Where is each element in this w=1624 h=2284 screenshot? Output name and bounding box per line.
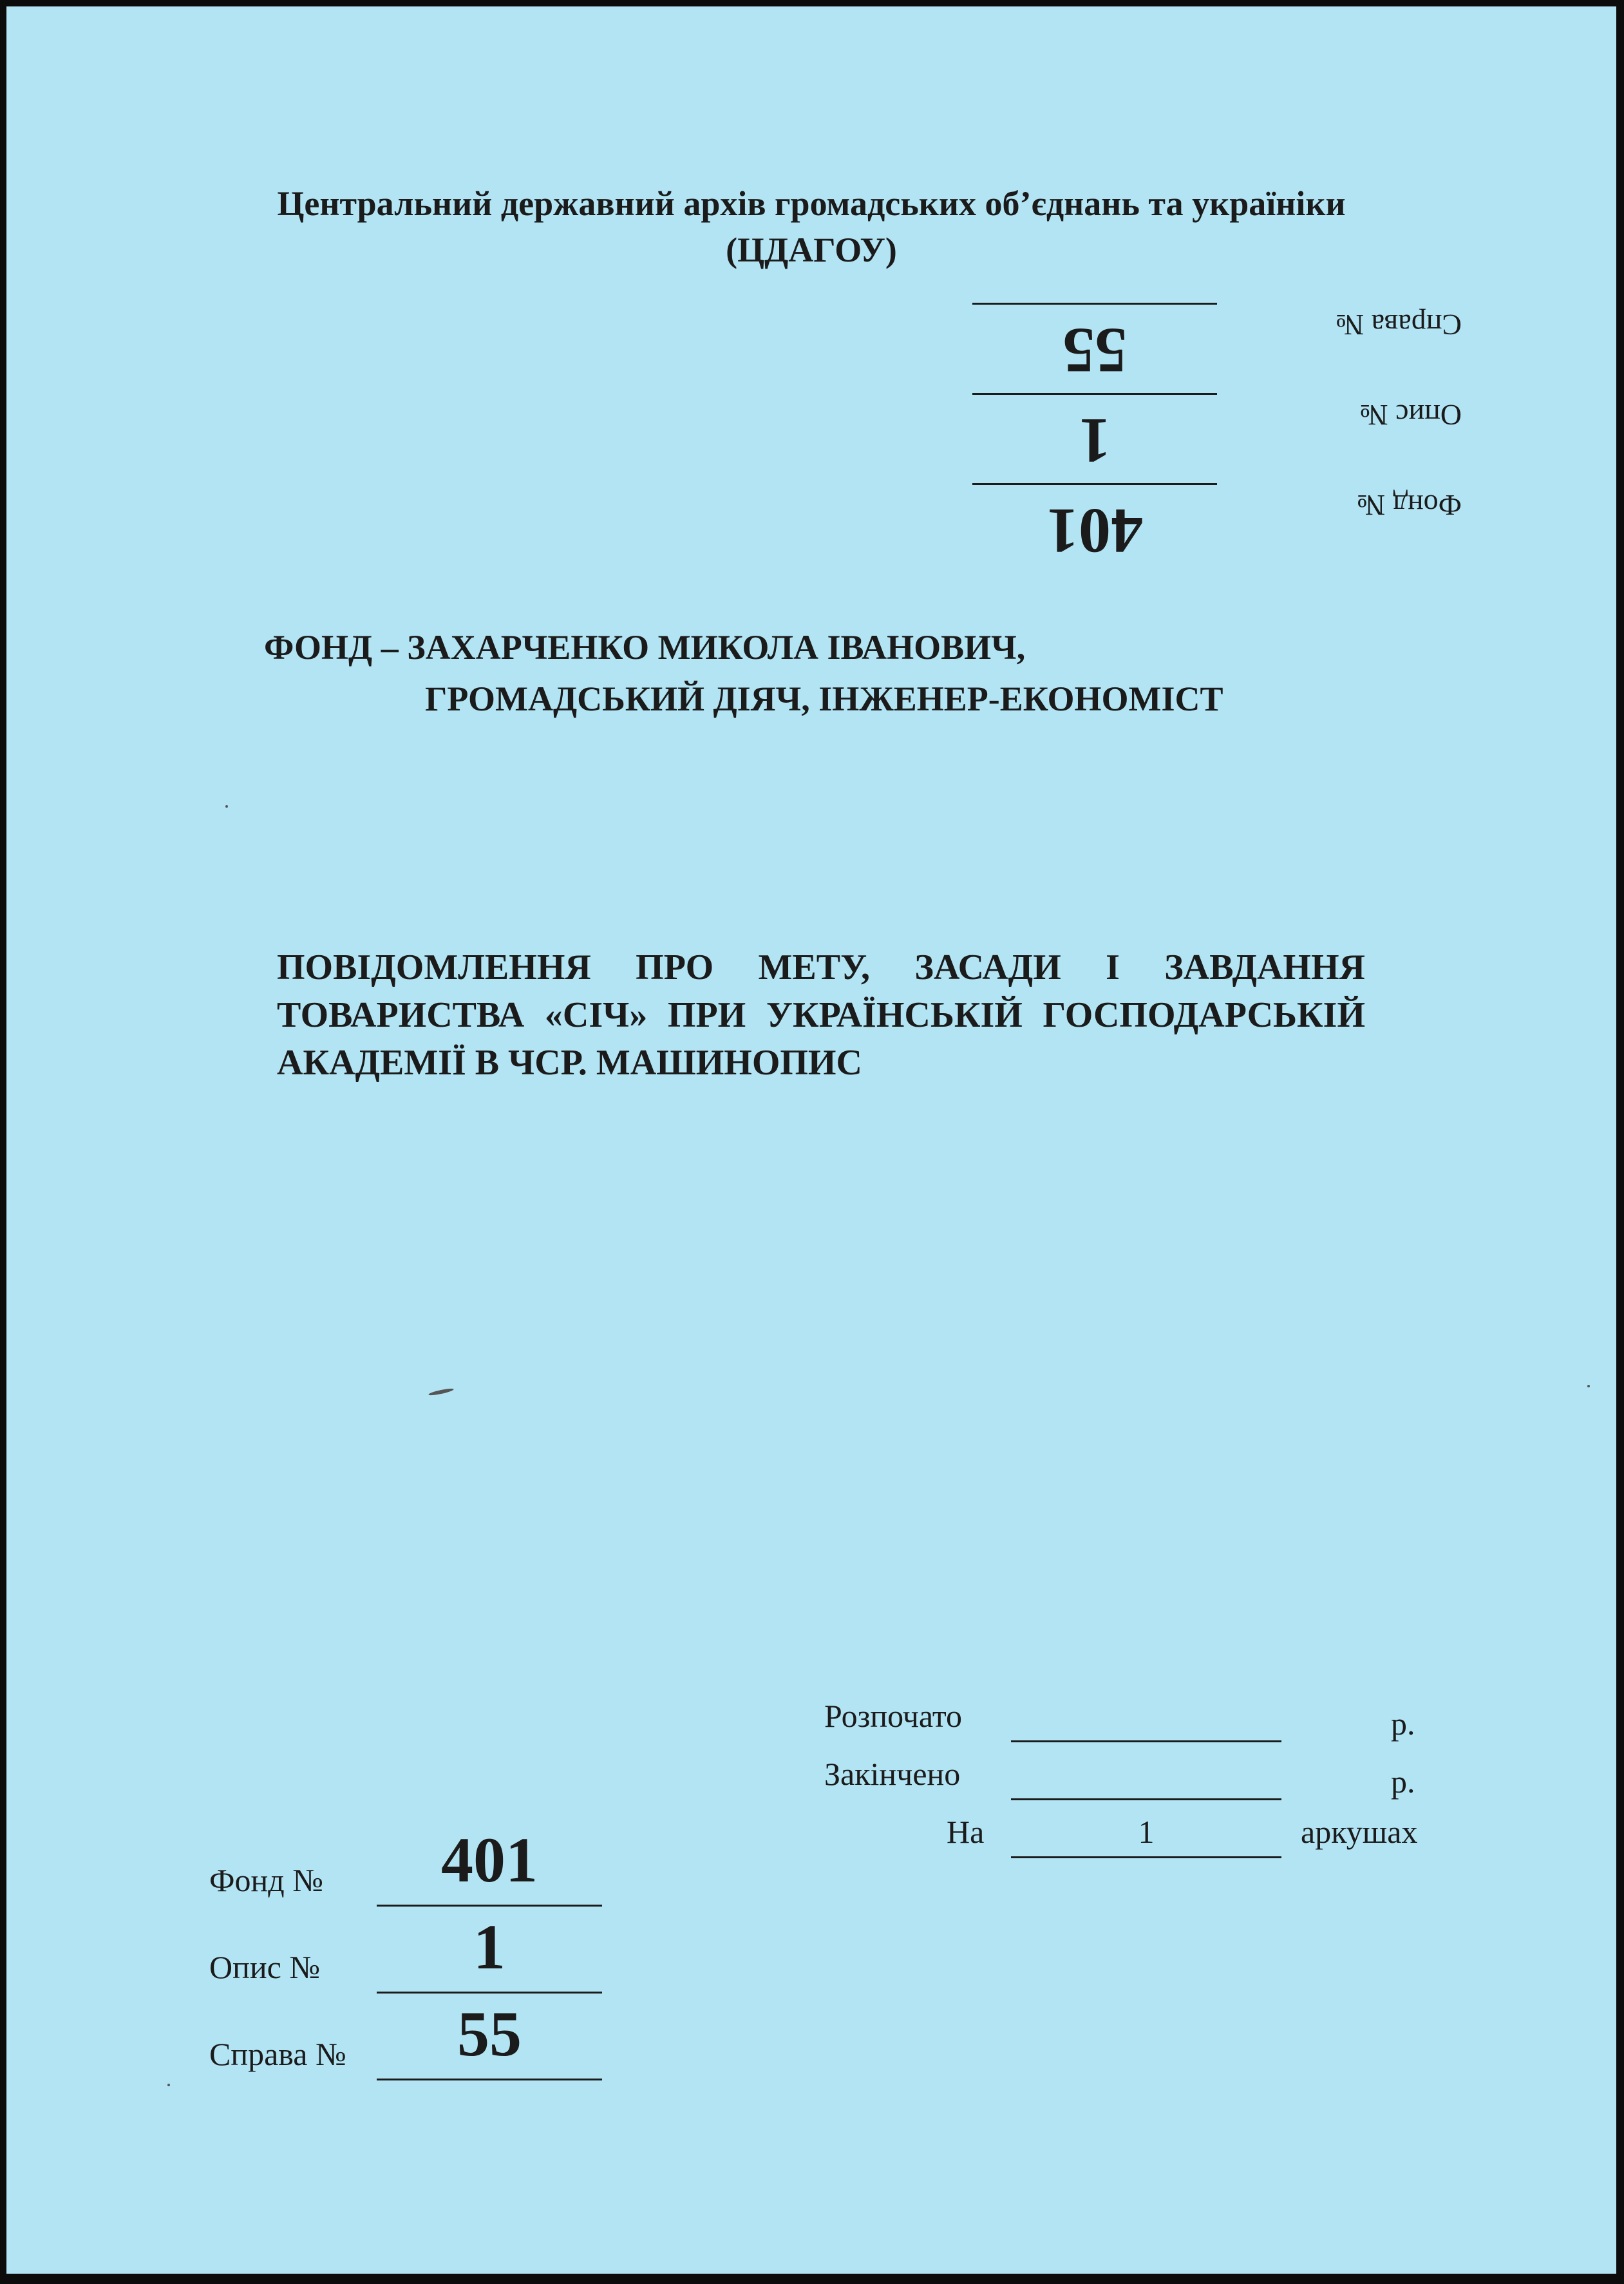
bottom-sprava-value: 55 bbox=[457, 1998, 522, 2070]
bottom-sprava-label: Справа № bbox=[209, 2036, 346, 2072]
fond-title-line1: ФОНД – ЗАХАРЧЕНКО МИКОЛА ІВАНОВИЧ, bbox=[264, 628, 1026, 667]
ended-row bbox=[824, 1755, 1468, 1807]
ended-suffix: р. bbox=[1391, 1764, 1415, 1800]
bottom-opys-label: Опис № bbox=[209, 1949, 321, 1985]
bottom-fond-label: Фонд № bbox=[209, 1862, 323, 1898]
bottom-opys-line bbox=[377, 1992, 602, 1994]
file-cover bbox=[6, 6, 1616, 2274]
paper-speck bbox=[428, 1387, 454, 1396]
sheets-count: 1 bbox=[1138, 1814, 1155, 1850]
ended-line bbox=[1011, 1798, 1281, 1800]
inverted-sprava-value: 55 bbox=[1062, 315, 1127, 386]
bottom-fond-row bbox=[209, 1823, 609, 1907]
file-description: ПОВІДОМЛЕННЯ ПРО МЕТУ, ЗАСАДИ І ЗАВДАННЯ ТОВАРИСТВА «СІЧ» ПРИ УКРАЇНСЬКІЙ ГОСПОДАРСЬКІЙ АКАДЕМІЇ В ЧСР. МАШИНОПИС bbox=[277, 947, 1365, 1083]
inverted-sprava-line bbox=[972, 303, 1217, 305]
sheets-suffix: аркушах bbox=[1301, 1814, 1418, 1850]
ended-label: Закінчено bbox=[824, 1756, 961, 1792]
inverted-fond-line bbox=[972, 483, 1217, 485]
fond-title-line2: ГРОМАДСЬКИЙ ДІЯЧ, ІНЖЕНЕР-ЕКОНОМІСТ bbox=[425, 680, 1223, 718]
inverted-opys-line bbox=[972, 393, 1217, 395]
inverted-opys-label: Опис № bbox=[1359, 399, 1462, 432]
sheets-row bbox=[824, 1813, 1468, 1865]
bottom-opys-value: 1 bbox=[473, 1911, 505, 1983]
started-label: Розпочато bbox=[824, 1698, 963, 1734]
started-suffix: р. bbox=[1391, 1706, 1415, 1742]
inverted-fond-label: Фонд № bbox=[1357, 489, 1462, 522]
inverted-stamp bbox=[972, 296, 1462, 567]
started-row bbox=[824, 1697, 1468, 1749]
started-line bbox=[1011, 1740, 1281, 1742]
inverted-stamp-row-opys bbox=[972, 393, 1462, 477]
bottom-opys-row bbox=[209, 1910, 609, 1994]
bottom-sprava-row bbox=[209, 1997, 609, 2080]
archive-header bbox=[6, 180, 1616, 273]
inverted-stamp-row-fond bbox=[972, 483, 1462, 567]
paper-speck bbox=[167, 2084, 170, 2086]
archive-name: Центральний державний архів громадських об’єднань та україніки bbox=[277, 184, 1346, 223]
bottom-fond-line bbox=[377, 1905, 602, 1907]
bottom-fond-value: 401 bbox=[441, 1824, 538, 1896]
bottom-sprava-line bbox=[377, 2079, 602, 2080]
bottom-stamp bbox=[209, 1823, 609, 2093]
inverted-opys-value: 1 bbox=[1079, 405, 1111, 477]
inverted-fond-value: 401 bbox=[1046, 495, 1143, 567]
paper-speck bbox=[225, 805, 228, 808]
sheets-prefix: На bbox=[947, 1814, 985, 1850]
inverted-sprava-label: Справа № bbox=[1336, 309, 1462, 341]
dates-block bbox=[824, 1697, 1468, 1890]
inverted-stamp-row-sprava bbox=[972, 303, 1462, 386]
archive-abbreviation: (ЦДАГОУ) bbox=[726, 231, 897, 269]
sheets-line bbox=[1011, 1856, 1281, 1858]
paper-speck bbox=[1587, 1385, 1590, 1387]
